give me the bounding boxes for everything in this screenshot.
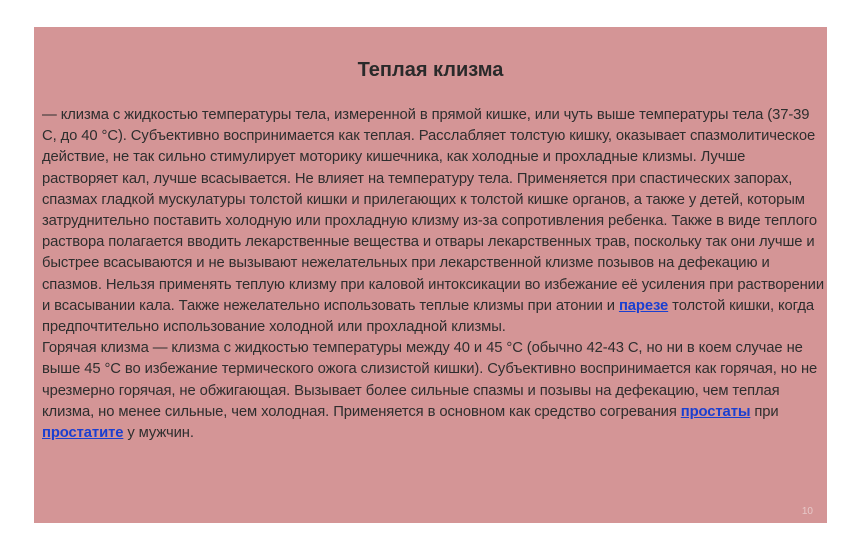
link-prostaty[interactable]: простаты [680,403,751,420]
slide-body [42,105,824,444]
paragraph2-text-a: Горячая клизма — клизма с жидкостью температуры между 40 и 45 °С (обычно 42-43 С, но ни в коем случае не выше 45 °С во избежание термического ожога слизистой кишки). Субъективно воспринимается как горячая, но не чрезмерно горячая, не обжигающая. Вызывает более сильные спазмы и позывы на дефекацию, чем теплая клизма, но менее сильные, чем холодная. Применяется в основном как средство согревания [42,340,818,420]
paragraph-warm-enema [42,105,824,338]
link-prostatite[interactable]: простатите [42,425,124,442]
slide [34,27,827,523]
paragraph1-text-a: — клизма с жидкостью температуры тела, измеренной в прямой кишке, или чуть выше температуры тела (37-39 С, до 40 °С). Субъективно воспринимается как теплая. Расслабляет толстую кишку, оказывает спазмолитическое действие, не так сильно стимулирует моторику кишечника, как холодные и прохладные клизмы. Лучше растворяет кал, лучше всасывается. Не влияет на температуру тела. Применяется при спастических запорах, спазмах гладкой мускулатуры толстой кишки и прилегающих к толстой кишке органов, а также у детей, которым затруднительно поставить холодную или прохладную клизму из-за сопротивления ребенка. Также в виде теплого раствора полагается вводить лекарственные вещества и отвары лекарственных трав, поскольку так они лучше и быстрее всасываются и не вызывают нежелательных при лекарственной клизме позывов на дефекацию и спазмов. Нельзя применять теплую клизму при каловой интоксикации во избежание её усиления при растворении и всасывании кала. Также нежелательно использовать теплые клизмы при атонии и [42,107,825,314]
link-pareze[interactable]: парезе [618,297,669,314]
slide-title: Теплая клизма [357,59,504,81]
page-number: 10 [801,506,813,517]
paragraph1-text-b: толстой кишки, когда предпочтительно использование холодной или прохладной клизмы. [42,297,814,336]
paragraph2-text-c: у мужчин. [123,425,194,442]
paragraph2-text-b: при [750,403,779,420]
paragraph-hot-enema [42,338,824,444]
